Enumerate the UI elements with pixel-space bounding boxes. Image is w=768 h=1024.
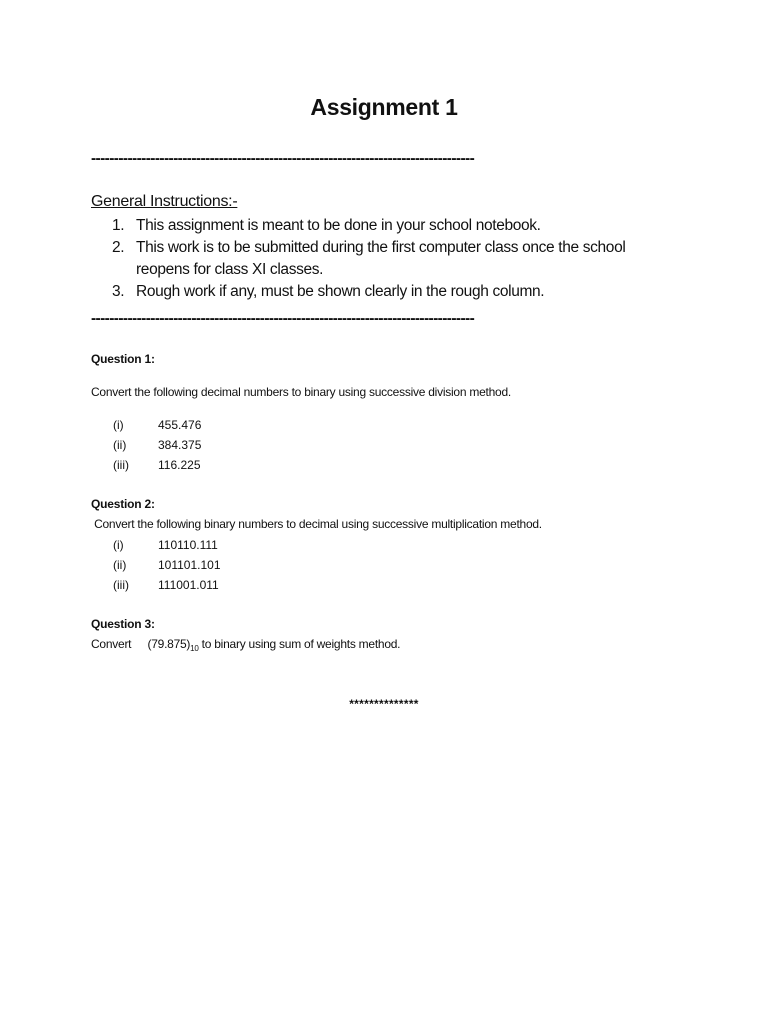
separator-bottom: ------------------------------------------------------------------------------------ [91,310,475,327]
instruction-item [91,237,681,281]
question-1-item [113,417,201,433]
instruction-number: 3. [112,283,125,300]
end-marker: ************** [349,697,419,711]
roman-numeral: (ii) [113,438,127,452]
question-1-text: Convert the following decimal numbers to binary using successive division method. [91,385,511,399]
instructions-list [91,215,681,303]
question-3-tail: to binary using sum of weights method. [198,637,401,651]
item-value: 116.225 [158,458,201,472]
item-value: 384.375 [158,438,202,452]
instruction-number: 1. [112,217,125,234]
separator-top: ------------------------------------------------------------------------------------ [91,150,475,167]
instruction-text: This work is to be submitted during the first computer class once the school reopens for class XI classes. [136,239,626,278]
instruction-item [91,215,681,237]
roman-numeral: (ii) [113,558,127,572]
instruction-text: Rough work if any, must be shown clearly in the rough column. [136,283,545,300]
question-1-item [113,457,201,473]
question-3-lead: Convert [91,637,132,651]
roman-numeral: (iii) [113,458,129,472]
question-2-item [113,577,219,593]
instruction-item [91,281,681,303]
question-2-item [113,537,218,553]
question-1-heading: Question 1: [91,352,155,366]
roman-numeral: (i) [113,418,124,432]
page-title: Assignment 1 [310,94,458,120]
roman-numeral: (i) [113,538,124,552]
question-3-text [91,637,400,653]
item-value: 111001.011 [158,578,219,592]
question-2-item [113,557,221,573]
question-2-text: Convert the following binary numbers to decimal using successive multiplication method. [91,517,542,531]
question-3-heading: Question 3: [91,617,155,631]
instructions-heading: General Instructions:- [91,193,238,210]
question-2-heading: Question 2: [91,497,155,511]
item-value: 101101.101 [158,558,221,572]
question-3-number: (79.875) [147,637,191,651]
question-1-item [113,437,201,453]
base-subscript: 10 [190,644,199,653]
instruction-text: This assignment is meant to be done in your school notebook. [136,217,541,234]
instruction-number: 2. [112,239,125,256]
roman-numeral: (iii) [113,578,129,592]
item-value: 455.476 [158,418,202,432]
item-value: 110110.111 [158,538,218,552]
